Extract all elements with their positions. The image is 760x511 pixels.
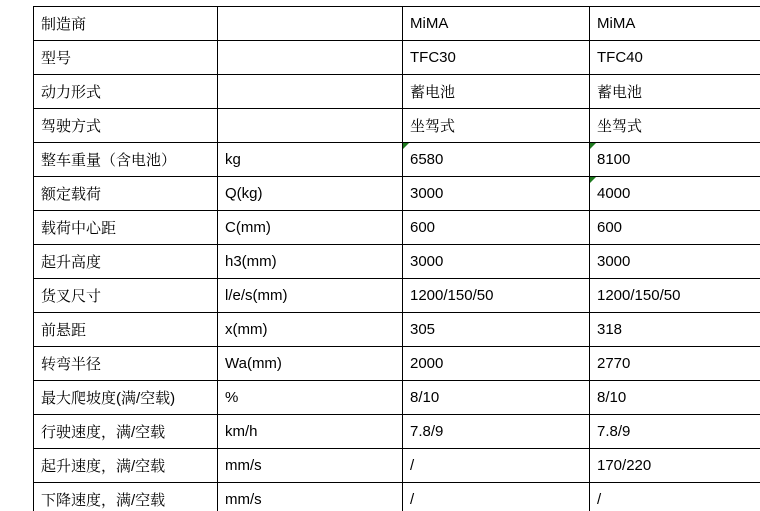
table-row bbox=[34, 7, 760, 41]
cell-parameter-label bbox=[34, 415, 218, 449]
cell-unit bbox=[218, 381, 403, 415]
cell-value-tfc40 bbox=[590, 41, 760, 75]
cell-value-tfc40-text: 1200/150/50 bbox=[597, 287, 681, 304]
cell-unit bbox=[218, 177, 403, 211]
cell-value-tfc30 bbox=[403, 279, 590, 313]
cell-parameter-label-text: 最大爬坡度(满/空载) bbox=[41, 390, 176, 407]
cell-unit-text: h3(mm) bbox=[225, 253, 277, 270]
cell-unit bbox=[218, 483, 403, 511]
cell-unit-text: mm/s bbox=[225, 491, 262, 508]
cell-value-tfc40-text: 170/220 bbox=[597, 457, 652, 474]
cell-value-tfc40 bbox=[590, 211, 760, 245]
cell-value-tfc30-text: 2000 bbox=[410, 355, 444, 372]
cell-value-tfc40-text: 8/10 bbox=[597, 389, 627, 406]
cell-unit-text: l/e/s(mm) bbox=[225, 287, 288, 304]
cell-value-tfc30-text: / bbox=[410, 491, 415, 508]
cell-parameter-label-text: 行驶速度，满/空载 bbox=[41, 424, 166, 441]
cell-parameter-label-text: 载荷中心距 bbox=[41, 220, 117, 237]
cell-value-tfc30-text: 3000 bbox=[410, 185, 444, 202]
cell-value-tfc40-text: 600 bbox=[597, 219, 623, 236]
cell-unit bbox=[218, 449, 403, 483]
cell-value-tfc40 bbox=[590, 449, 760, 483]
cell-value-tfc40 bbox=[590, 143, 760, 177]
cell-value-tfc40-text: 318 bbox=[597, 321, 623, 338]
cell-parameter-label bbox=[34, 211, 218, 245]
cell-unit bbox=[218, 245, 403, 279]
cell-parameter-label bbox=[34, 143, 218, 177]
cell-unit-text: km/h bbox=[225, 423, 258, 440]
cell-value-tfc40 bbox=[590, 177, 760, 211]
cell-value-tfc30 bbox=[403, 245, 590, 279]
cell-unit bbox=[218, 75, 403, 109]
cell-value-tfc40 bbox=[590, 347, 760, 381]
cell-unit bbox=[218, 211, 403, 245]
cell-parameter-label-text: 型号 bbox=[41, 50, 72, 67]
cell-parameter-label bbox=[34, 347, 218, 381]
cell-value-tfc40 bbox=[590, 279, 760, 313]
spec-table-body bbox=[34, 7, 760, 511]
cell-value-tfc30 bbox=[403, 109, 590, 143]
cell-unit-text: Wa(mm) bbox=[225, 355, 282, 372]
table-row bbox=[34, 245, 760, 279]
cell-unit-text: x(mm) bbox=[225, 321, 268, 338]
table-row bbox=[34, 211, 760, 245]
table-row bbox=[34, 279, 760, 313]
cell-unit-text: kg bbox=[225, 151, 241, 168]
cell-parameter-label-text: 前悬距 bbox=[41, 322, 87, 339]
cell-value-tfc40 bbox=[590, 381, 760, 415]
table-row bbox=[34, 143, 760, 177]
cell-value-tfc30-text: 3000 bbox=[410, 253, 444, 270]
cell-parameter-label-text: 整车重量（含电池） bbox=[41, 152, 177, 169]
cell-parameter-label bbox=[34, 7, 218, 41]
cell-unit-text: mm/s bbox=[225, 457, 262, 474]
table-row bbox=[34, 483, 760, 511]
cell-value-tfc40 bbox=[590, 415, 760, 449]
cell-value-tfc30-text: 6580 bbox=[410, 151, 444, 168]
cell-value-tfc30-text: 1200/150/50 bbox=[410, 287, 494, 304]
table-row bbox=[34, 347, 760, 381]
table-row bbox=[34, 75, 760, 109]
cell-parameter-label-text: 转弯半径 bbox=[41, 356, 102, 373]
cell-value-tfc30-text: / bbox=[410, 457, 415, 474]
cell-parameter-label bbox=[34, 109, 218, 143]
cell-value-tfc30 bbox=[403, 313, 590, 347]
cell-parameter-label bbox=[34, 245, 218, 279]
cell-value-tfc30 bbox=[403, 75, 590, 109]
cell-parameter-label-text: 起升高度 bbox=[41, 254, 102, 271]
cell-value-tfc40-text: 2770 bbox=[597, 355, 631, 372]
cell-unit bbox=[218, 347, 403, 381]
table-row bbox=[34, 449, 760, 483]
table-row bbox=[34, 41, 760, 75]
cell-parameter-label bbox=[34, 177, 218, 211]
cell-value-tfc30-text: TFC30 bbox=[410, 49, 456, 66]
green-triangle-error-indicator-icon bbox=[590, 177, 596, 183]
cell-parameter-label-text: 下降速度，满/空载 bbox=[41, 492, 166, 509]
cell-unit bbox=[218, 7, 403, 41]
cell-value-tfc40-text: 3000 bbox=[597, 253, 631, 270]
cell-value-tfc40-text: 蓄电池 bbox=[597, 84, 643, 101]
cell-value-tfc40-text: 8100 bbox=[597, 151, 631, 168]
cell-unit bbox=[218, 279, 403, 313]
cell-value-tfc30-text: 600 bbox=[410, 219, 436, 236]
cell-parameter-label-text: 货叉尺寸 bbox=[41, 288, 102, 305]
cell-parameter-label-text: 额定载荷 bbox=[41, 186, 102, 203]
cell-value-tfc40-text: 7.8/9 bbox=[597, 423, 631, 440]
cell-value-tfc30 bbox=[403, 177, 590, 211]
spec-table bbox=[33, 6, 760, 511]
cell-value-tfc30-text: 蓄电池 bbox=[410, 84, 456, 101]
cell-value-tfc30-text: 305 bbox=[410, 321, 436, 338]
green-triangle-error-indicator-icon bbox=[590, 143, 596, 149]
cell-value-tfc40 bbox=[590, 7, 760, 41]
cell-value-tfc40-text: TFC40 bbox=[597, 49, 643, 66]
cell-parameter-label bbox=[34, 449, 218, 483]
table-row bbox=[34, 415, 760, 449]
cell-unit bbox=[218, 41, 403, 75]
cell-unit-text: % bbox=[225, 389, 239, 406]
cell-value-tfc30-text: 7.8/9 bbox=[410, 423, 444, 440]
cell-value-tfc30 bbox=[403, 483, 590, 511]
cell-value-tfc40-text: 4000 bbox=[597, 185, 631, 202]
cell-value-tfc40 bbox=[590, 245, 760, 279]
cell-unit bbox=[218, 313, 403, 347]
cell-unit-text: C(mm) bbox=[225, 219, 271, 236]
table-row bbox=[34, 177, 760, 211]
cell-parameter-label bbox=[34, 483, 218, 511]
cell-value-tfc40 bbox=[590, 75, 760, 109]
cell-value-tfc30 bbox=[403, 7, 590, 41]
cell-value-tfc30 bbox=[403, 449, 590, 483]
cell-unit bbox=[218, 143, 403, 177]
cell-value-tfc30 bbox=[403, 211, 590, 245]
cell-parameter-label bbox=[34, 279, 218, 313]
cell-unit bbox=[218, 109, 403, 143]
cell-parameter-label bbox=[34, 75, 218, 109]
cell-parameter-label-text: 驾驶方式 bbox=[41, 118, 102, 135]
cell-value-tfc40-text: / bbox=[597, 491, 602, 508]
cell-parameter-label-text: 起升速度，满/空载 bbox=[41, 458, 166, 475]
cell-value-tfc40 bbox=[590, 483, 760, 511]
table-row bbox=[34, 381, 760, 415]
cell-value-tfc30 bbox=[403, 347, 590, 381]
cell-value-tfc30 bbox=[403, 41, 590, 75]
cell-value-tfc40 bbox=[590, 313, 760, 347]
cell-value-tfc30-text: MiMA bbox=[410, 15, 449, 32]
cell-value-tfc40-text: 坐驾式 bbox=[597, 118, 643, 135]
cell-parameter-label-text: 制造商 bbox=[41, 16, 87, 33]
cell-unit bbox=[218, 415, 403, 449]
cell-value-tfc30 bbox=[403, 143, 590, 177]
cell-value-tfc30-text: 8/10 bbox=[410, 389, 440, 406]
cell-parameter-label bbox=[34, 313, 218, 347]
table-row bbox=[34, 313, 760, 347]
cell-value-tfc40-text: MiMA bbox=[597, 15, 636, 32]
cell-value-tfc30 bbox=[403, 381, 590, 415]
cell-unit-text: Q(kg) bbox=[225, 185, 263, 202]
cell-parameter-label bbox=[34, 41, 218, 75]
cell-value-tfc40 bbox=[590, 109, 760, 143]
green-triangle-error-indicator-icon bbox=[403, 143, 409, 149]
cell-value-tfc30-text: 坐驾式 bbox=[410, 118, 456, 135]
cell-parameter-label-text: 动力形式 bbox=[41, 84, 102, 101]
cell-parameter-label bbox=[34, 381, 218, 415]
table-row bbox=[34, 109, 760, 143]
cell-value-tfc30 bbox=[403, 415, 590, 449]
